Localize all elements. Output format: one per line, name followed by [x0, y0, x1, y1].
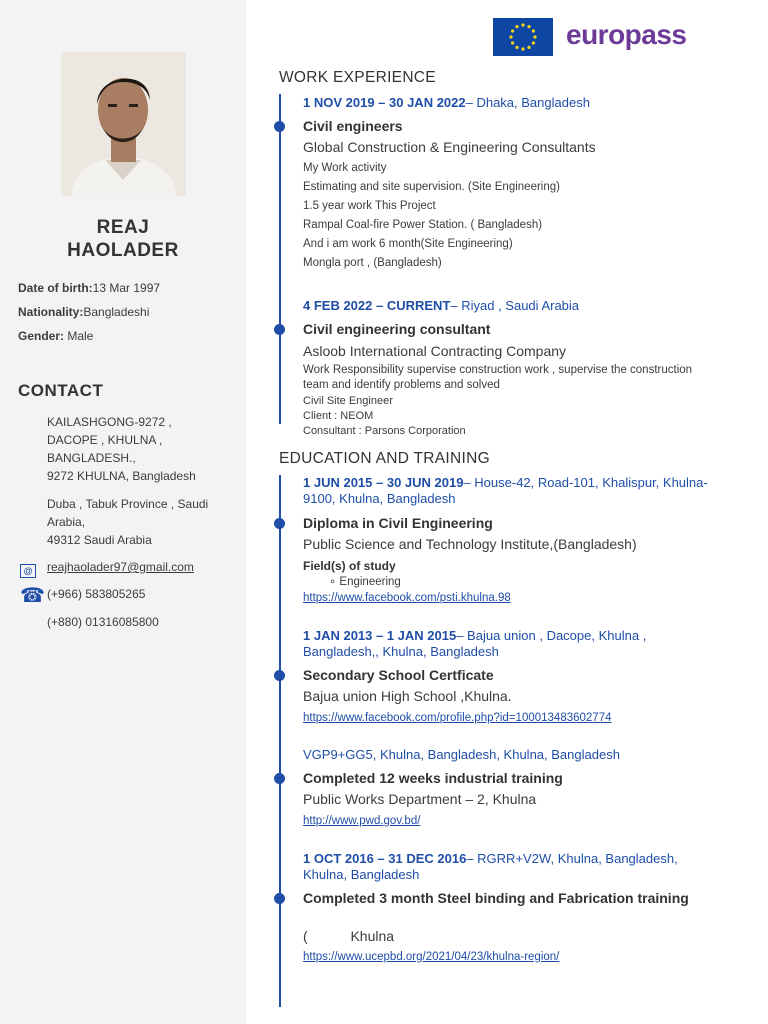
job-1-line: Mongla port , (Bangladesh)	[303, 257, 442, 269]
education-timeline	[279, 475, 281, 1007]
contact-heading: CONTACT	[18, 381, 104, 400]
email-link[interactable]: reajhaolader97@gmail.com	[47, 560, 194, 574]
job-2-org: Asloob International Contracting Company	[303, 343, 567, 359]
address-saudi: Duba , Tabuk Province , Saudi Arabia, 49312 Saudi Arabia	[47, 497, 209, 547]
job-1-line: Estimating and site supervision. (Site Engineering)	[303, 181, 560, 193]
date-of-birth: Date of birth:13 Mar 1997	[18, 281, 161, 295]
job-2-line: Consultant : Parsons Corporation	[303, 425, 466, 437]
email-icon: @	[20, 564, 36, 578]
job-2-marker	[274, 324, 285, 335]
job-2-line: Client : NEOM	[303, 410, 374, 422]
job-2-role: Civil engineering consultant	[303, 321, 491, 337]
edu-2-marker	[274, 670, 285, 681]
job-2-desc: Work Responsibility supervise construction work , supervise the construction team and identify problems and solved	[303, 364, 693, 391]
first-name: REAJ	[96, 217, 150, 238]
edu-1-marker	[274, 518, 285, 529]
job-1-line: And i am work 6 month(Site Engineering)	[303, 238, 513, 250]
work-experience-heading: WORK EXPERIENCE	[279, 69, 436, 86]
last-name: HAOLADER	[67, 240, 179, 261]
education-heading: EDUCATION AND TRAINING	[279, 450, 490, 467]
phone-icon: ☎	[20, 585, 45, 607]
job-1-date: 1 NOV 2019 – 30 JAN 2022– Dhaka, Bangladesh	[303, 95, 590, 110]
address-bangladesh: KAILASHGONG-9272 , DACOPE , KHULNA , BANGLADESH., 9272 KHULNA, Bangladesh	[47, 415, 196, 483]
job-1-line: Rampal Coal-fire Power Station. ( Bangladesh)	[303, 219, 543, 231]
job-2-date: 4 FEB 2022 – CURRENT– Riyad , Saudi Arabia	[303, 298, 580, 313]
edu-1-org: Public Science and Technology Institute,(Bangladesh)	[303, 536, 637, 552]
edu-1-link[interactable]: https://www.facebook.com/psti.khulna.98	[303, 592, 511, 604]
edu-3-title: Completed 12 weeks industrial training	[303, 770, 563, 786]
edu-1-fos-label: Field(s) of study	[303, 559, 396, 573]
phone-1: (+966) 583805265	[47, 587, 146, 601]
edu-2-date: 1 JAN 2013 – 1 JAN 2015– Bajua union , Dacope, Khulna , Bangladesh,, Khulna, Bangladesh	[303, 628, 647, 659]
edu-3-link[interactable]: http://www.pwd.gov.bd/	[303, 815, 421, 827]
edu-3-org: Public Works Department – 2, Khulna	[303, 791, 537, 807]
job-1-role: Civil engineers	[303, 118, 403, 134]
job-1-line: 1.5 year work This Project	[303, 200, 436, 212]
job-1-org: Global Construction & Engineering Consultants	[303, 139, 596, 155]
edu-2-org: Bajua union High School ,Khulna.	[303, 688, 512, 704]
edu-4-marker	[274, 893, 285, 904]
phone-2: (+880) 01316085800	[47, 615, 159, 629]
edu-2-title: Secondary School Certficate	[303, 667, 494, 683]
edu-3-place: VGP9+GG5, Khulna, Bangladesh, Khulna, Bangladesh	[303, 747, 620, 762]
europass-logo: europass	[566, 19, 687, 50]
profile-photo	[61, 52, 186, 196]
edu-2-link[interactable]: https://www.facebook.com/profile.php?id=100013483602774	[303, 712, 612, 724]
job-1-marker	[274, 121, 285, 132]
job-2-line: Civil Site Engineer	[303, 395, 393, 407]
edu-4-org: ( Khulna	[303, 928, 395, 944]
gender: Gender: Male	[18, 329, 94, 343]
edu-3-marker	[274, 773, 285, 784]
edu-1-title: Diploma in Civil Engineering	[303, 515, 493, 531]
job-1-line: My Work activity	[303, 162, 387, 174]
edu-1-date: 1 JUN 2015 – 30 JUN 2019– House-42, Road-101, Khalispur, Khulna-9100, Khulna, Bangladesh	[303, 475, 708, 506]
edu-4-date: 1 OCT 2016 – 31 DEC 2016– RGRR+V2W, Khulna, Bangladesh, Khulna, Bangladesh	[303, 851, 678, 882]
edu-1-fos-item: ∘ Engineering	[329, 576, 401, 588]
eu-flag-icon	[493, 18, 553, 56]
edu-4-title: Completed 3 month Steel binding and Fabrication training	[303, 890, 689, 906]
work-timeline	[279, 94, 281, 424]
edu-4-link[interactable]: https://www.ucepbd.org/2021/04/23/khulna-region/	[303, 951, 560, 963]
nationality: Nationality:Bangladeshi	[18, 305, 150, 319]
